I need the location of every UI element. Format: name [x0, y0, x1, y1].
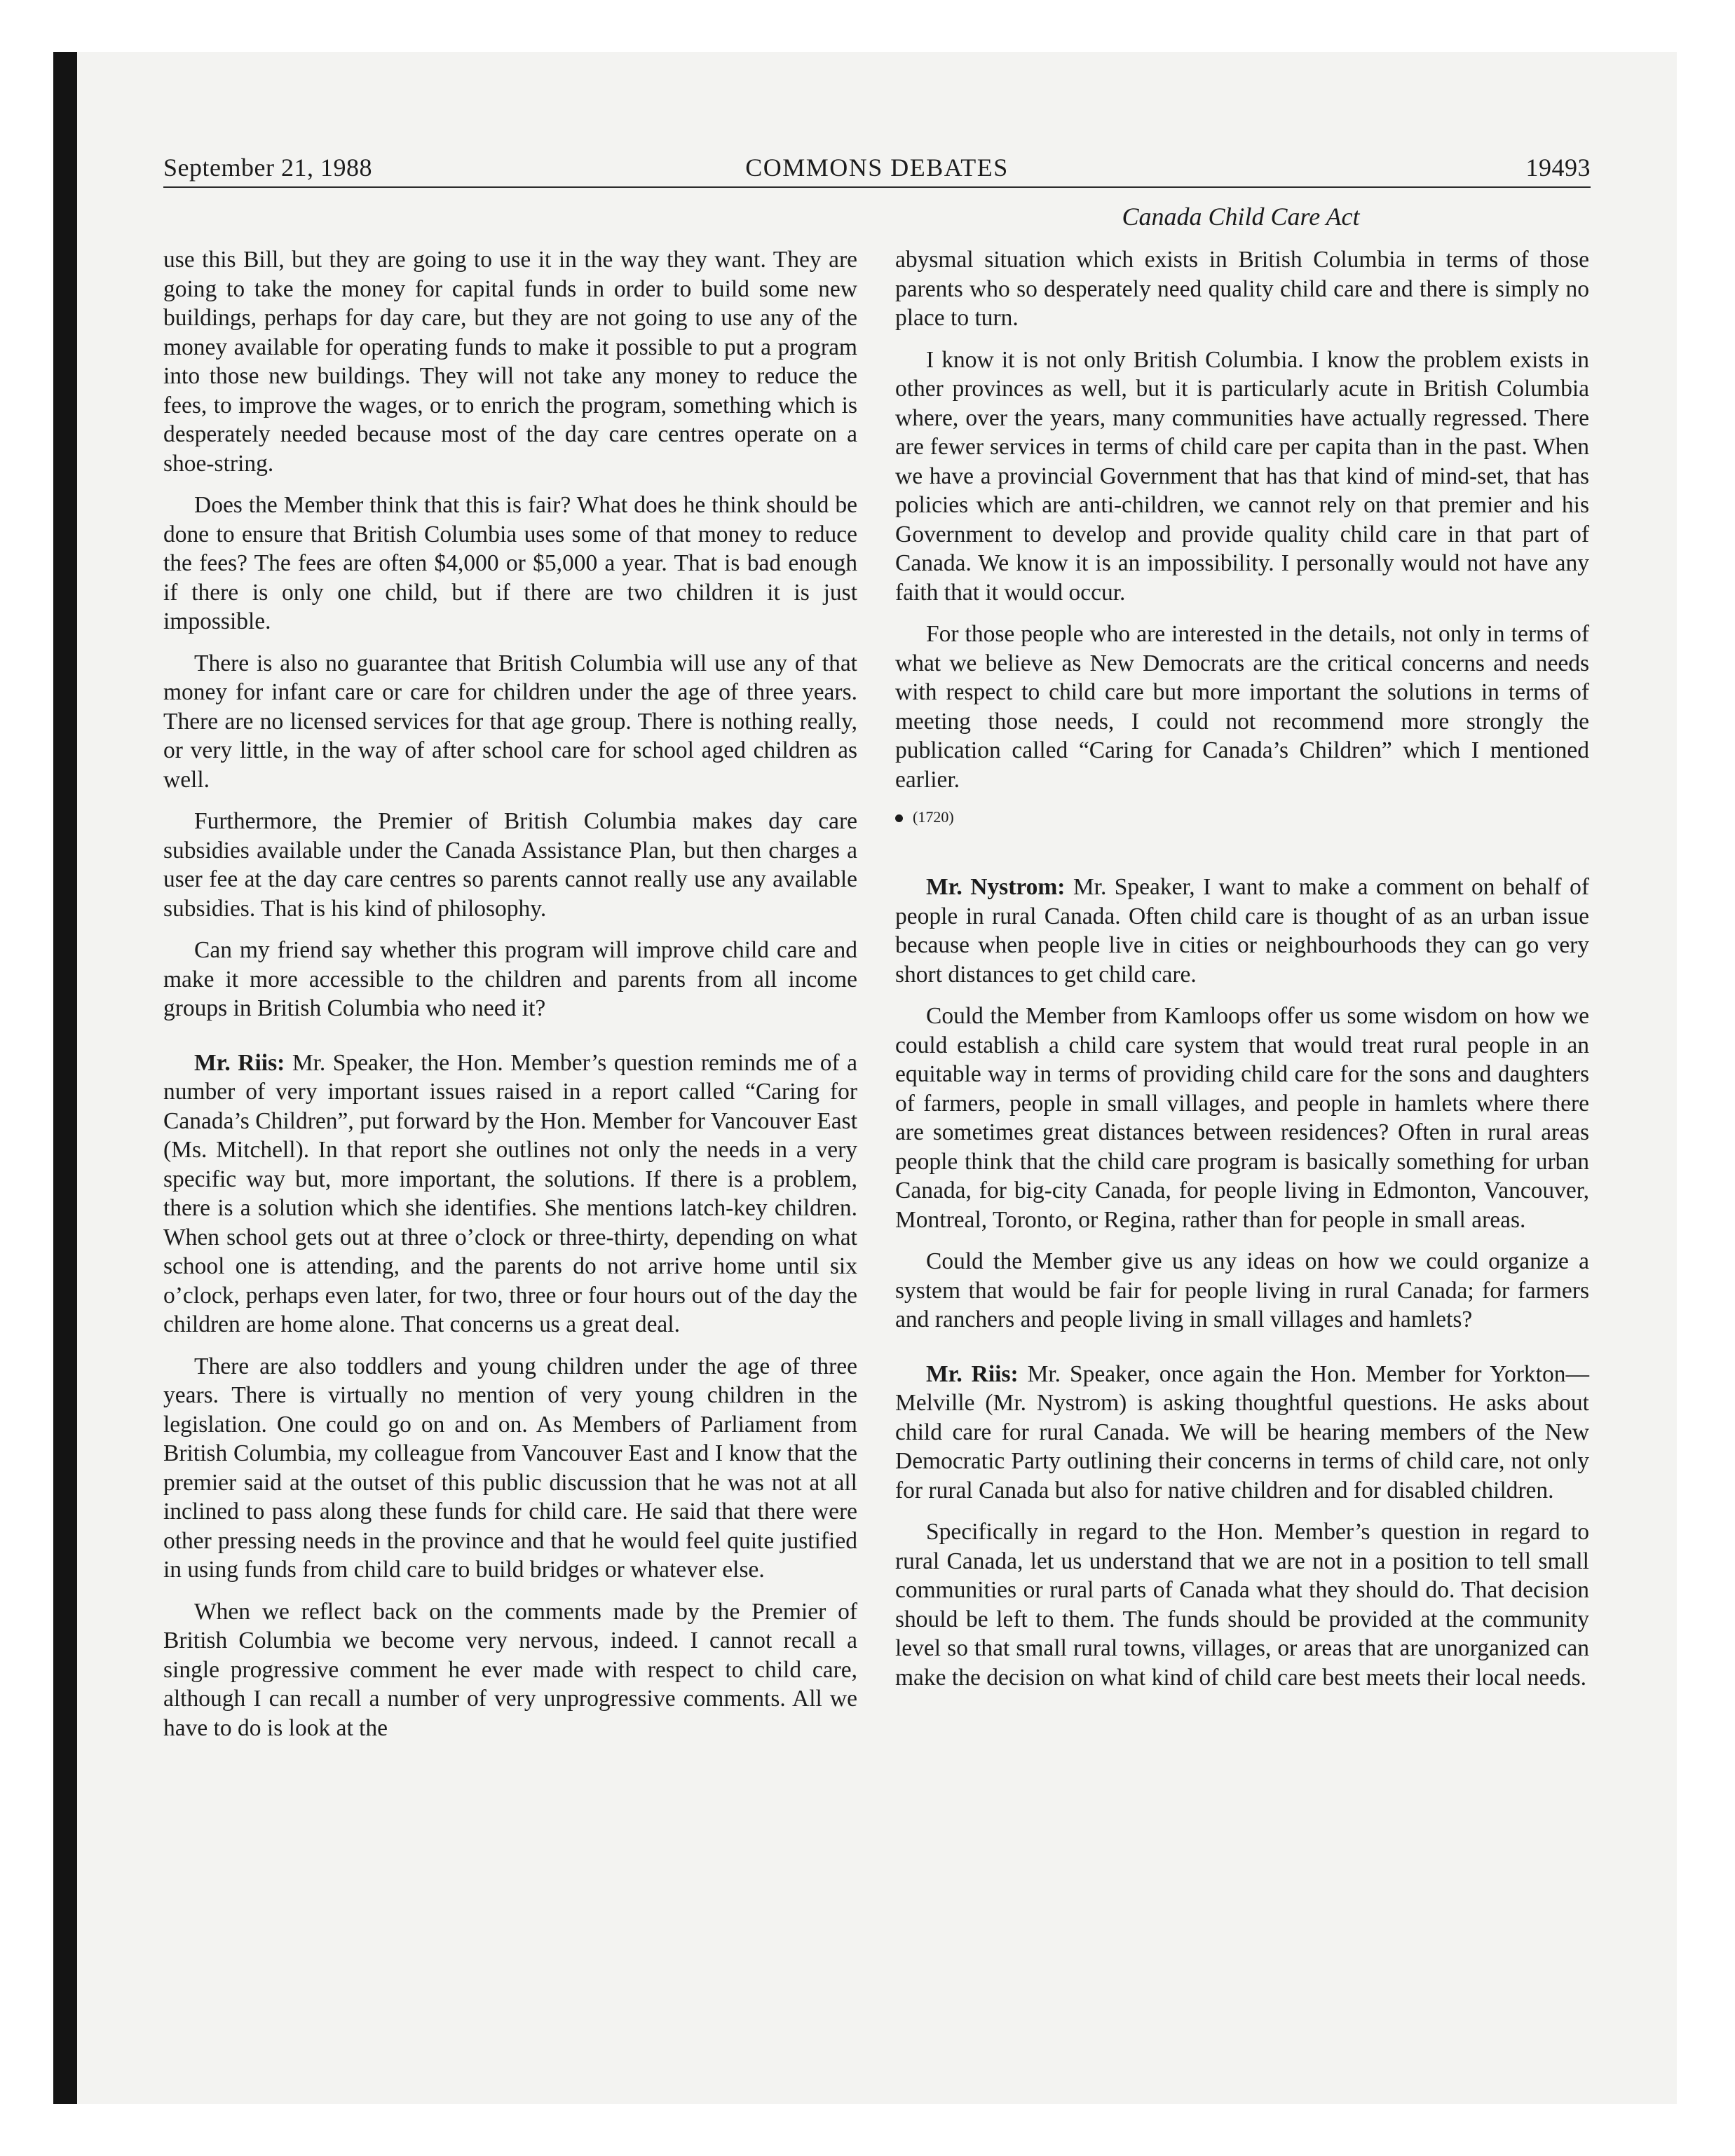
- paragraph: When we reflect back on the comments made by the Premier of British Columbia we become very nervous, indeed. I cannot recall a single progressive comment he ever made with respect to child care, although I can recall a number of very unprogressive comments. All we have to do is look at the: [163, 1598, 857, 1741]
- header-title: COMMONS DEBATES: [745, 153, 1009, 182]
- paragraph: Could the Member from Kamloops offer us some wisdom on how we could establish a child care system that would treat rural people in an equitable way in terms of providing child care for the sons and daughters of farmers, people in small villages, and people in hamlets where there are sometimes great distances between residences? Often in rural areas people think that the child care program is basically something for urban Canada, for big-city Canada, for people living in Edmonton, Vancouver, Montreal, Toronto, or Regina, rather than for people in small areas.: [895, 1003, 1589, 1233]
- paragraph: For those people who are interested in the details, not only in terms of what we believe as New Democrats are the critical concerns and needs with respect to child care but more important the solutions in terms of meeting those needs, I could not recommend more strongly the publication called “Caring for Canada’s Children” which I mentioned earlier.: [895, 621, 1589, 793]
- paragraph: I know it is not only British Columbia. I know the problem exists in other provinces as well, but it is particularly acute in British Columbia where, over the years, many communities have actually regressed. There are fewer services in terms of child care per capita than in the past. When we have a provincial Government that has that kind of mind-set, that has policies which are anti-children, we cannot rely on that premier and his Government to develop and provide quality child care in that part of Canada. We know it is an impossibility. I personally would not have any faith that it would occur.: [895, 346, 1589, 606]
- speaker-name: Mr. Riis:: [194, 1049, 285, 1076]
- section-subtitle: Canada Child Care Act: [1122, 203, 1360, 231]
- paragraph: Could the Member give us any ideas on how we could organize a system that would be fair for people living in rural Canada; for farmers and ranchers and people living in small villages and hamlets?: [895, 1248, 1589, 1332]
- paragraph: There are also toddlers and young children under the age of three years. There is virtually no mention of very young children in the legislation. One could go on and on. As Members of Parliament from British Columbia, my colleague from Vancouver East and I know that the premier said at the outset of this public discussion that he was not at all inclined to pass along these funds for child care. He said that there were other pressing needs in the province and that he would feel quite justified in using funds from child care to build bridges or whatever else.: [163, 1353, 857, 1583]
- speech-text: Mr. Speaker, I want to make a comment on behalf of people in rural Canada. Often child care is thought of as an urban issue because when people live in cities or neighbourhoods they can go very short distances to get child care.: [895, 874, 1590, 988]
- header-page-number: 19493: [1525, 153, 1591, 182]
- speaker-name: Mr. Riis:: [926, 1360, 1019, 1387]
- left-column: [163, 245, 857, 1755]
- speech-text: Mr. Speaker, the Hon. Member’s question reminds me of a number of very important issues raised in a report called “Caring for Canada’s Children”, put forward by the Hon. Member for Vancouver East (Ms. Mitchell). In that report she outlines not only the needs in a very specific way but, more important, the solutions. If there is a problem, there is a solution which she identifies. She mentions latch-key children. When school gets out at three o’clock or three-thirty, depending on what school one is attending, and the parents do not arrive home until six o’clock, perhaps even later, for two, three or four hours out of the day the children are home alone. That concerns us a great deal.: [163, 1049, 857, 1337]
- speech-paragraph: [895, 1360, 1589, 1506]
- speech-text: Mr. Speaker, once again the Hon. Member for Yorkton—Melville (Mr. Nystrom) is asking thoughtful questions. He asks about child care for rural Canada. We will be hearing members of the New Democratic Party outlining their concerns in terms of child care, not only for rural Canada but also for native children and for disabled children.: [895, 1360, 1589, 1503]
- paragraph: Can my friend say whether this program will improve child care and make it more accessible to the children and parents from all income groups in British Columbia who need it?: [163, 937, 857, 1021]
- right-column: [895, 245, 1589, 1705]
- header-rule: [163, 186, 1591, 188]
- paragraph: There is also no guarantee that British Columbia will use any of that money for infant care or care for children under the age of three years. There are no licensed services for that age group. There is nothing really, or very little, in the way of after school care for school aged children as well.: [163, 650, 857, 793]
- header-date: September 21, 1988: [163, 153, 372, 182]
- time-marker: [895, 807, 1589, 828]
- paragraph: Does the Member think that this is fair? What does he think should be done to ensure that British Columbia uses some of that money to reduce the fees? The fees are often $4,000 or $5,000 a year. That is bad enough if there is only one child, but if there are two children it is just impossible.: [163, 492, 857, 634]
- bullet-dot-icon: [895, 814, 903, 822]
- paragraph: abysmal situation which exists in British Columbia in terms of those parents who so desperately need quality child care and there is simply no place to turn.: [895, 247, 1589, 331]
- speaker-name: Mr. Nystrom:: [926, 874, 1066, 900]
- paragraph: Specifically in regard to the Hon. Member’s question in regard to rural Canada, let us understand that we are not in a position to tell small communities or rural parts of Canada what they should do. That decision should be left to them. The funds should be provided at the community level so that small rural towns, villages, or areas that are unorganized can make the decision on what kind of child care best meets their local needs.: [895, 1519, 1589, 1691]
- paragraph: Furthermore, the Premier of British Columbia makes day care subsidies available under the Canada Assistance Plan, but then charges a user fee at the day care centres so parents cannot really use any available subsidies. That is his kind of philosophy.: [163, 808, 857, 922]
- time-marker-text: (1720): [913, 808, 954, 826]
- scan-edge-bar: [53, 52, 77, 2104]
- speech-paragraph: [895, 873, 1589, 989]
- page-header: [163, 153, 1591, 188]
- speech-paragraph: [163, 1049, 857, 1339]
- paragraph: use this Bill, but they are going to use it in the way they want. They are going to take the money for capital funds in order to build some new buildings, perhaps for day care, but they are not going to use any of the money available for operating funds to make it possible to put a program into those new buildings. They will not take any money to reduce the fees, to improve the wages, or to enrich the program, something which is desperately needed because most of the day care centres operate on a shoe-string.: [163, 247, 857, 477]
